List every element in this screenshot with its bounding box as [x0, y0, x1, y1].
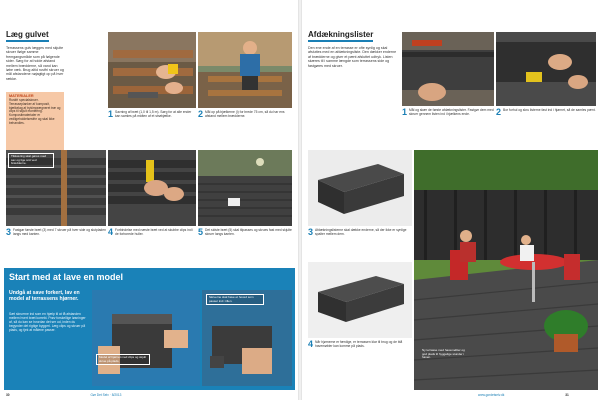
photo-trim-1 — [402, 32, 494, 106]
step-number: 1 — [108, 109, 114, 119]
step-caption-5 — [198, 228, 292, 236]
step-caption-1 — [108, 110, 196, 118]
photo-step-4 — [108, 150, 196, 226]
right-footer — [308, 393, 596, 397]
step-text: Mål op på bjælkerne (i) for brede 75 cm, så du har ens afstand mellem brædderne. — [205, 110, 285, 118]
note-tag: Tilskæring skal gøres med sav og lige snit ved brædderne. — [8, 153, 54, 168]
panel-note-2: Skruerne skal have et hoved som passer ind i rillen. — [206, 294, 264, 305]
photo-step-1 — [108, 32, 196, 108]
panel-lead: Undgå at save forkert, lav en model af terrassens hjørner. — [9, 290, 80, 302]
photo-trim-3 — [308, 150, 412, 226]
step-number: 2 — [496, 107, 502, 117]
photo-trim-2 — [496, 32, 596, 106]
trim-caption-1 — [402, 108, 494, 116]
step-text: Savning af bræt (1,0 til 1,5 m). Sørg for at alle ender kan samles på midten af et strøbjælke. — [115, 110, 192, 118]
step-number: 4 — [108, 227, 114, 237]
panel-note-1: Model af hjørnet med clips og skjult skrue på plads. — [96, 354, 150, 365]
step-text: Bor forhul og skru listerne fast ind i hjørnet, så de samles pænt. — [503, 108, 596, 112]
panel-title: Start med at lave en model — [9, 272, 124, 282]
step-number: 1 — [402, 107, 408, 117]
step-number: 5 — [198, 227, 204, 237]
step-text: Når hjørnerne er færdige, er terrassen klar til brug og de blå havemøbler kan komme på plads. — [315, 340, 403, 348]
step-text: Afdækningslisterne skal dække enderne, så der ikke er synlige spalter mellem dem. — [315, 228, 407, 236]
step-number: 3 — [308, 227, 314, 237]
step-text: Mål og skær de første afdækningslister. Fastgør dem med skruer gennem listen ind i bjælkens ende. — [409, 108, 494, 116]
step-text: Forbindelse med næste bræt ved at skubbe clips ind i de forborede huller. — [115, 228, 194, 236]
intro-text: Den ene ende af en terrasse er ofte synlig og skal afsluttes med en afdækningsliste. Den dækker enderne af brædderne og giver et pænt afsluttet udtryk. Listen skæres til i samme længde som terrassens side og fastgøres med skruer. — [308, 46, 397, 68]
section-title-floor: Læg gulvet — [6, 30, 49, 42]
materials-text: Rustfri specialskruer. Terrasseplanker af komposit, bjælkelag af trykimprægneret træ og clips til skjult montering. Kompositmaterialer er vedligeholdelsesfrie og skal ikke behandles. — [9, 98, 61, 125]
page-number: 30 — [6, 393, 10, 397]
photo-step-2 — [198, 32, 292, 108]
terrace-caption: Ny terrasse med havemøbler og god plads til hyggelige stunder i haven. — [422, 348, 465, 360]
left-page — [0, 0, 298, 400]
trim-caption-4 — [308, 340, 412, 348]
step-number: 2 — [198, 109, 204, 119]
section-title-trim: Afdækningslister — [308, 30, 373, 42]
step-caption-4 — [108, 228, 196, 236]
left-footer — [6, 393, 121, 397]
photo-step-5 — [198, 150, 292, 226]
step-caption-3 — [6, 228, 106, 236]
page-number: 31 — [565, 393, 569, 397]
step-text: Det sidste bræt (5) skal tilpasses og skrues fast med skjulte skruer langs kanten. — [205, 228, 292, 236]
website: www.gordetselv.dk — [478, 393, 505, 397]
magazine-name: Gør Det Selv · 8/2013 — [90, 393, 122, 397]
step-caption-2 — [198, 110, 292, 118]
intro-text: Terrassens gulv lægges med skjulte skruer ifølge samme fremgangsmåde som på følgende sider. Sørg for at holde afstand mellem brædderne, så vand kan løbe væk. Brug altid rustfri skruer og mål afstandene nøjagtigt op på hver række. — [6, 46, 64, 81]
panel-text: Sæt skruerne ind som en hjælp til at få afstanden mellem hvert bræt korrekt. Prøv forskellige løsninger af, så du kan se hvordan det ser ud, inden du begynder det rigtige byggeri. Læg clips og skruer på plads, og tjek at målene passer. — [9, 312, 86, 333]
step-number: 4 — [308, 339, 314, 349]
trim-caption-3 — [308, 228, 412, 236]
trim-caption-2 — [496, 108, 596, 116]
right-page — [302, 0, 600, 400]
photo-trim-4 — [308, 262, 412, 338]
materials-heading: MATERIALER — [9, 94, 34, 98]
step-text: Fastgør første bræt (3) med 7 skruer på hver side og slutpladen langs med kanten. — [13, 228, 106, 236]
panel-photo-1 — [92, 290, 200, 386]
step-number: 3 — [6, 227, 12, 237]
materials-box — [6, 92, 64, 154]
model-panel — [4, 268, 295, 390]
